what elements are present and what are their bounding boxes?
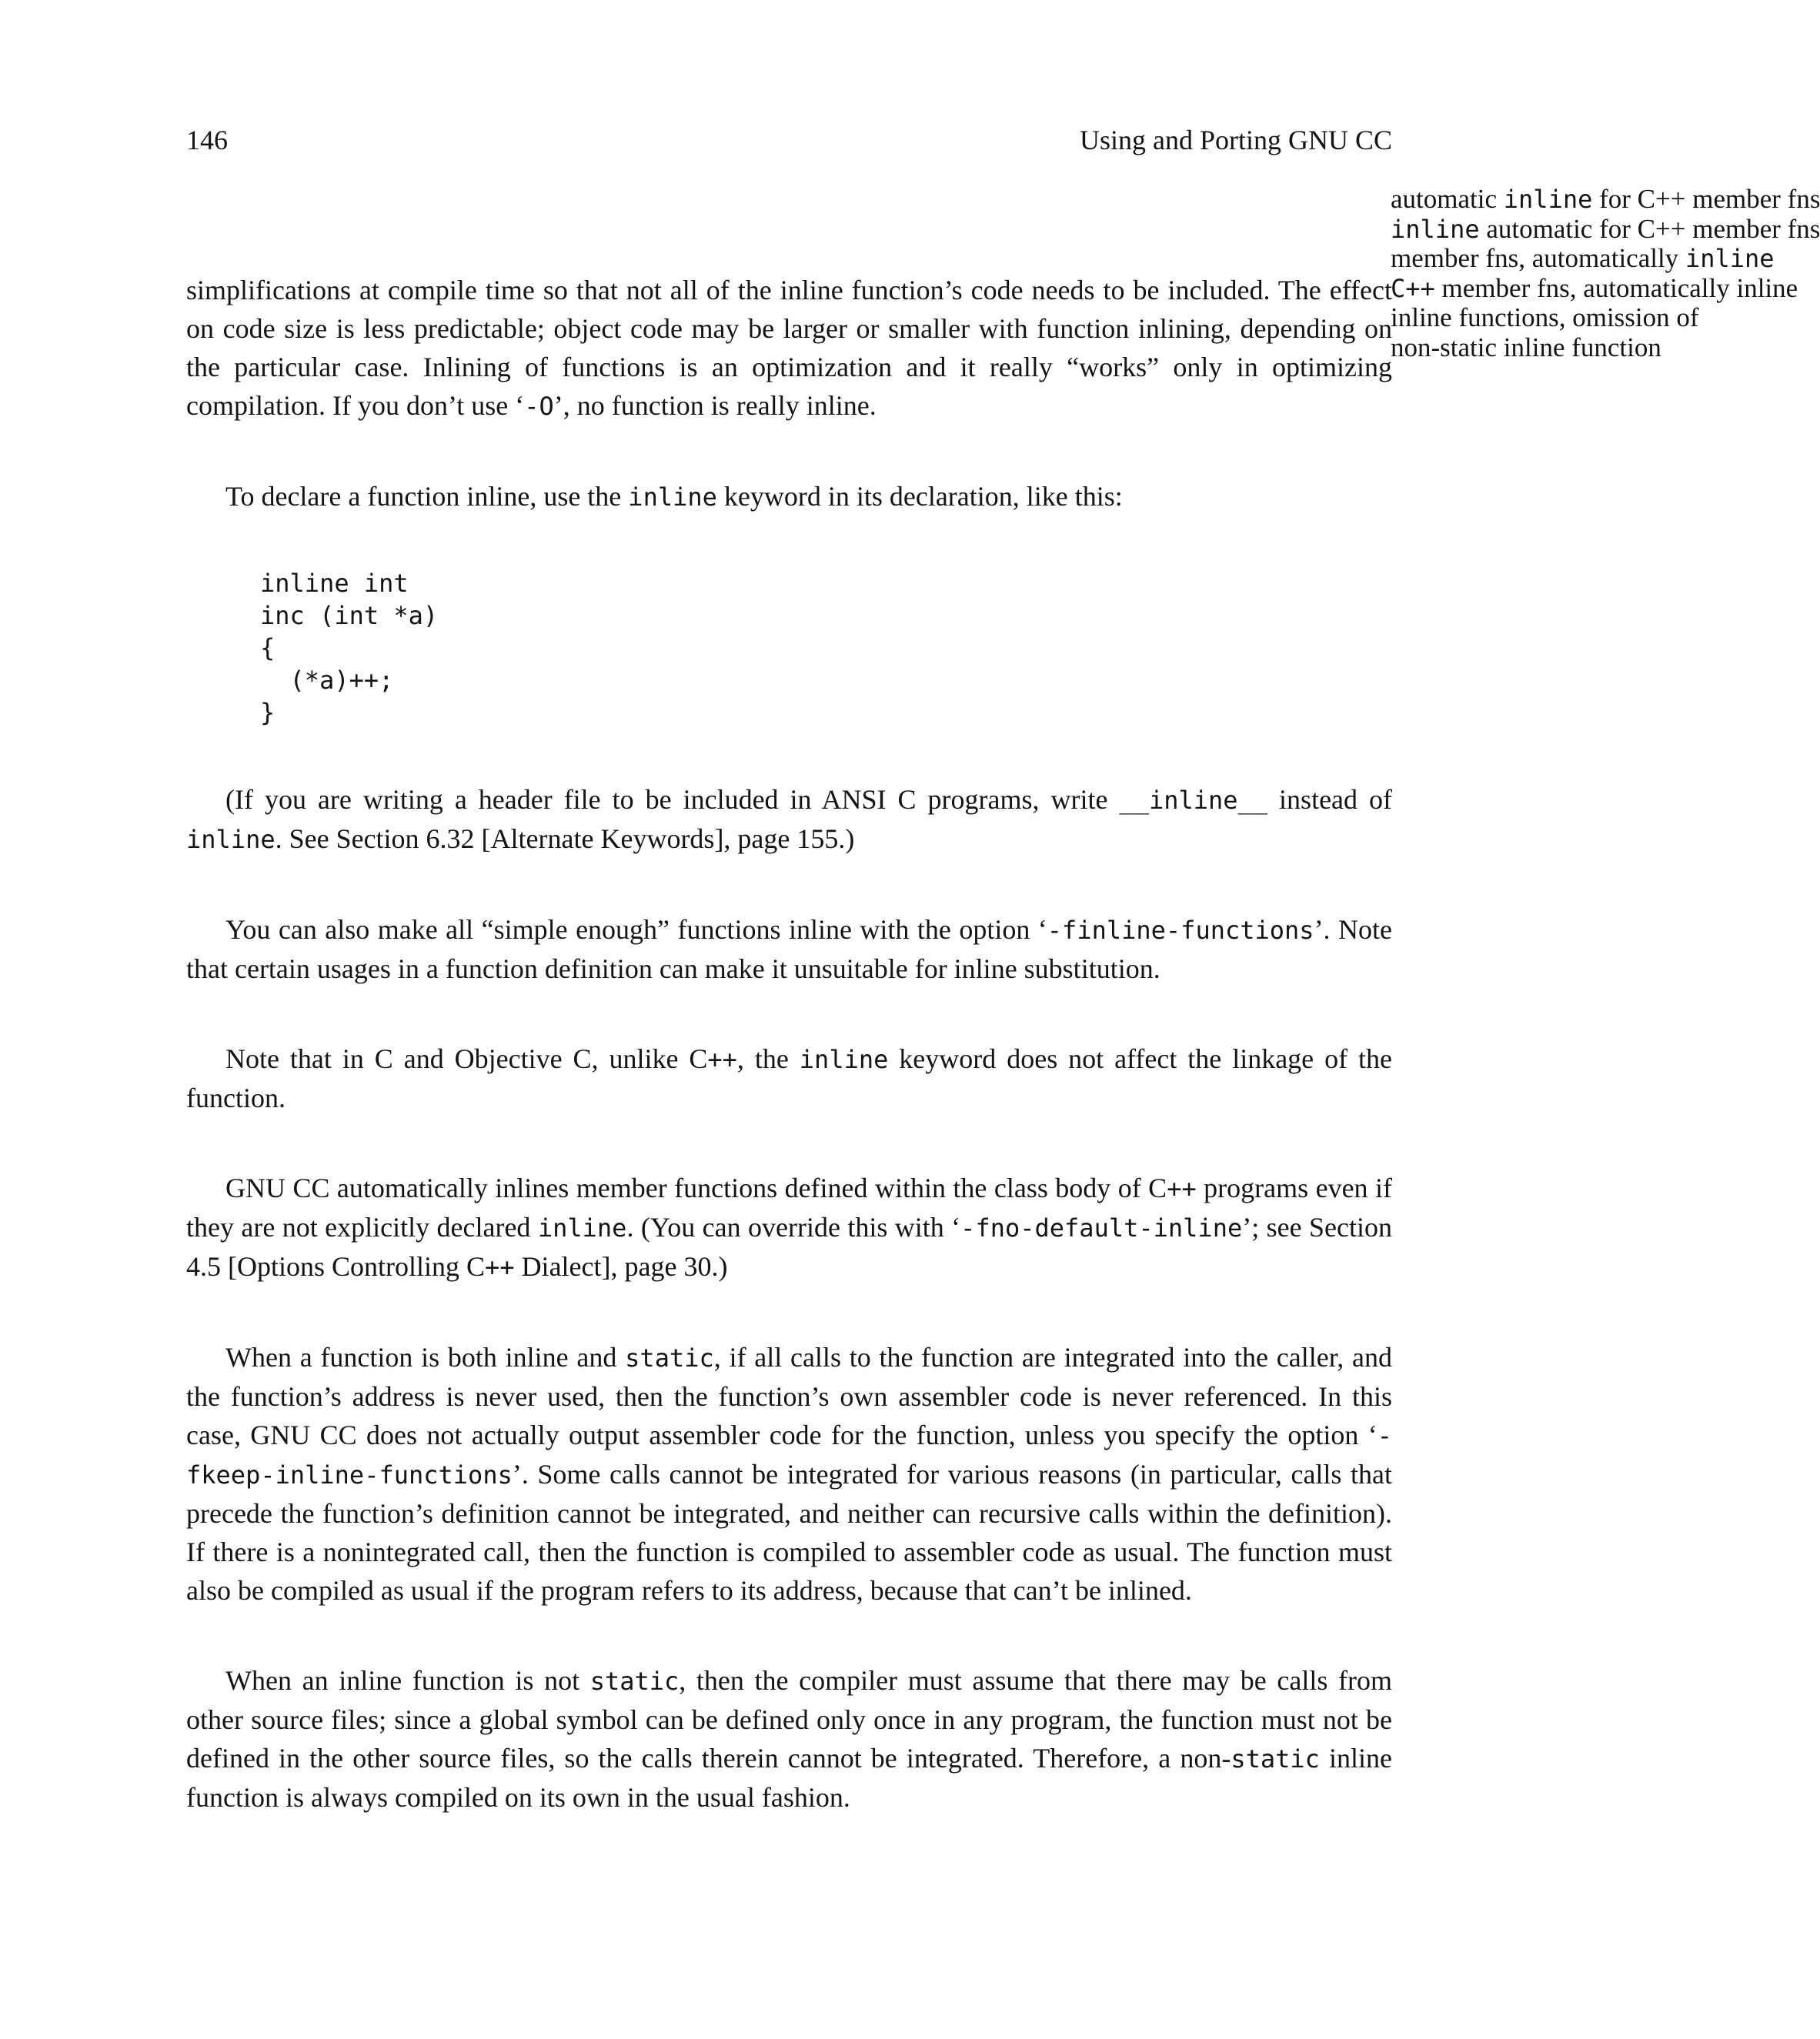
index-entry	[1391, 243, 1775, 274]
index-text: non-static inline function	[1391, 332, 1661, 362]
code-example	[260, 567, 1392, 729]
index-text: automatic for C++ member fns	[1479, 213, 1820, 244]
paragraph-declare-inline: To declare a function inline, use the inline keyword in its declaration, like this:	[225, 481, 1123, 512]
paragraph-header-file: (If you are writing a header file to be included in ANSI C programs, write __inline__ instead of inline. See Section 6.32 [Alternate Keywords], page 155.)	[186, 784, 1393, 854]
paragraph-non-static-inline: When an inline function is not static, then the compiler must assume that there may be calls from other source files; since a global symbol can be defined only once in any program, the function must not be defined in the other source files, so the calls therein cannot be integrated. Therefore, a non-static inline function is always compiled on its own in the usual fashion.	[186, 1665, 1392, 1813]
paragraph-linkage: Note that in C and Objective C, unlike C++, the inline keyword does not affect the linkage of the function.	[186, 1043, 1392, 1113]
index-code: inline	[1503, 185, 1593, 214]
index-entry	[1391, 272, 1798, 304]
code-line: inc (int *a)	[260, 601, 439, 630]
index-text: member fns, automatically inline	[1434, 272, 1798, 303]
index-code: C++	[1391, 273, 1435, 303]
option-code: -finline-functions	[1047, 916, 1314, 945]
code-line: {	[260, 633, 276, 662]
index-entry	[1391, 213, 1820, 245]
index-code: inline	[1685, 244, 1775, 274]
keyword-code: inline	[186, 825, 276, 854]
option-code: -fkeep-inline-functions	[186, 1421, 1392, 1490]
index-entry	[1391, 184, 1820, 215]
keyword-code: inline	[537, 1213, 627, 1243]
index-text: for C++ member fns	[1592, 184, 1820, 214]
index-entry	[1391, 332, 1661, 363]
code-line: (*a)++;	[260, 666, 394, 695]
keyword-code: inline	[628, 482, 717, 512]
cpp-code: ++	[707, 1045, 737, 1074]
index-entry	[1391, 302, 1699, 333]
index-text: automatic	[1391, 184, 1504, 214]
paragraph-member-functions: GNU CC automatically inlines member functions defined within the class body of C++ programs even if they are not explicitly declared inline. (You can override this with ‘-fno-default-inline’; see Section 4.5 [Options Controlling C++ Dialect], page 30.)	[186, 1173, 1393, 1282]
body-text	[186, 271, 1392, 1817]
keyword-code: static	[589, 1667, 680, 1696]
keyword-code: static	[1231, 1744, 1320, 1774]
index-code: inline	[1391, 214, 1480, 244]
keyword-code: __inline__	[1119, 786, 1268, 815]
code-line: }	[260, 698, 276, 727]
index-text: inline functions, omission of	[1391, 302, 1699, 333]
index-text: member fns, automatically	[1391, 243, 1685, 274]
paragraph-static-inline: When a function is both inline and static, if all calls to the function are integrated into the caller, and the function’s address is never used, then the function’s own assembler code is never referenced. In this case, GNU CC does not actually output assembler code for the function, unless you specify the option ‘-fkeep-inline-functions’. Some calls cannot be integrated for various reasons (in particular, calls that precede the function’s definition cannot be integrated, and neither can recursive calls within the definition). If there is a nonintegrated call, then the function is compiled to assembler code as usual. The function must also be compiled as usual if the program refers to its address, because that can’t be inlined.	[186, 1342, 1392, 1606]
keyword-code: static	[625, 1343, 714, 1373]
keyword-code: inline	[799, 1045, 889, 1074]
margin-index-entries	[1391, 184, 1820, 363]
option-code: -O	[524, 392, 554, 421]
cpp-code: ++	[1167, 1174, 1197, 1203]
paragraph-inlining-effects: simplifications at compile time so that not all of the inline function’s code needs to be included. The effect on code size is less predictable; object code may be larger or smaller with function inlining, depending on the particular case. Inlining of functions is an optimization and it really “works” only in optimizing compilation. If you don’t use ‘-O’, no function is really inline.	[186, 275, 1392, 421]
code-line: inline int	[260, 569, 409, 598]
option-code: -fno-default-inline	[960, 1213, 1243, 1243]
cpp-code: ++	[485, 1253, 515, 1282]
paragraph-finline-functions: You can also make all “simple enough” functions inline with the option ‘-finline-functions’. Note that certain usages in a function definition can make it unsuitable for inline substitution.	[186, 914, 1392, 984]
running-title: Using and Porting GNU CC	[1079, 125, 1392, 155]
page-number: 146	[186, 125, 228, 155]
